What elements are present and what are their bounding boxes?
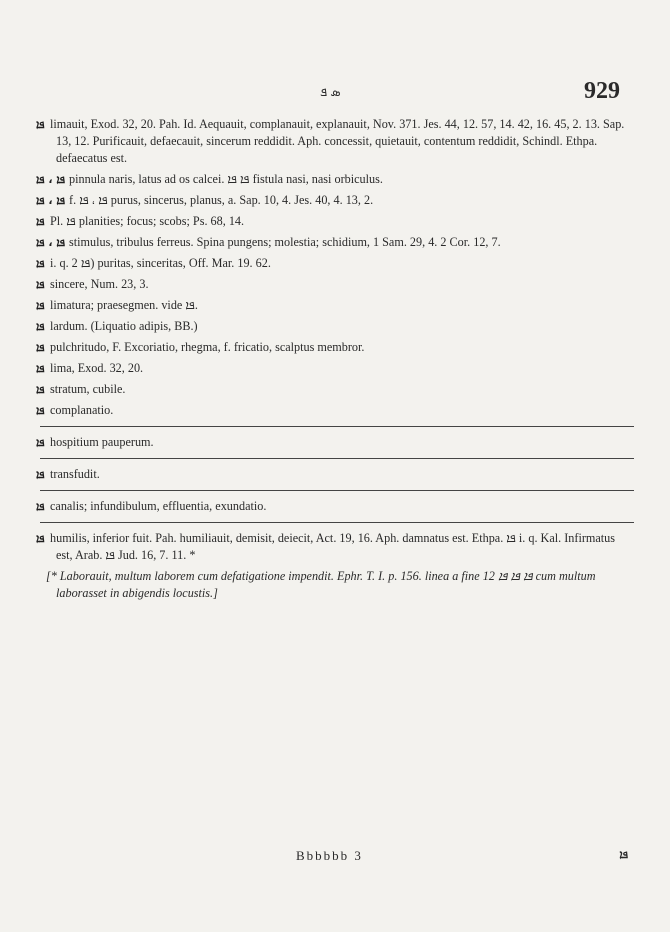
- entry: ܦܐ lima, Exod. 32, 20.: [36, 361, 144, 375]
- entry: ܦܐ complanatio.: [36, 403, 114, 417]
- entry-text: limatura; praesegmen. vide ܦܐ.: [50, 298, 198, 312]
- entry-text: pinnula naris, latus ad os calcei. ܦܐ ܦܐ fistula nasi, nasi orbiculus.: [69, 172, 383, 186]
- syriac-headword: ܦܐ ، ܦܐ: [36, 173, 66, 186]
- syriac-headword: ܦܐ ، ܦܐ: [36, 236, 66, 249]
- signature-mark: Bbbbbb 3: [296, 848, 363, 863]
- entry-text: stimulus, tribulus ferreus. Spina pungens; molestia; schidium, 1 Sam. 29, 4. 2 Cor. 12, 7.: [69, 235, 501, 249]
- entry-text: transfudit.: [50, 467, 100, 481]
- entry: [36, 234, 628, 251]
- page-number: 929: [584, 78, 620, 104]
- divider: [40, 426, 634, 427]
- entry: ܦܐ limatura; praesegmen. vide ܦܐ.: [36, 298, 198, 312]
- entry-text: stratum, cubile.: [50, 382, 126, 396]
- running-head: ܣ ܦ: [320, 84, 341, 99]
- divider: [40, 458, 634, 459]
- entry-text: lardum. (Liquatio adipis, BB.): [50, 319, 198, 333]
- entry-text: complanatio.: [50, 403, 114, 417]
- entry-text: canalis; infundibulum, effluentia, exundatio.: [50, 499, 267, 513]
- entry-text: humilis, inferior fuit. Pah. humiliauit, demisit, deiecit, Act. 19, 16. Aph. damnatus est. Ethpa. ܦܐ i. q. Kal. Infirmatus est, Arab. ܦܐ Jud. 16, 7. 11. *: [50, 531, 616, 562]
- entry-text: f. ܦܐ ، ܦܐ purus, sincerus, planus, a. Sap. 10, 4. Jes. 40, 4. 13, 2.: [69, 193, 374, 207]
- entry: ܦܐ transfudit.: [36, 467, 100, 481]
- divider: [40, 490, 634, 491]
- syriac-headword: ܦܐ ، ܦܐ: [36, 194, 66, 207]
- entry: ܦܐ lardum. (Liquatio adipis, BB.): [36, 319, 198, 333]
- entry: ܦܐ Pl. ܦܐ planities; focus; scobs; Ps. 68, 14.: [36, 214, 245, 228]
- entry: ܦܐ hospitium pauperum.: [36, 435, 154, 449]
- entry: [36, 171, 628, 188]
- entry: [36, 192, 628, 209]
- entries-block: [36, 116, 628, 606]
- entry: ܦܐ i. q. ܦܐ 2) puritas, sinceritas, Off. Mar. 19. 62.: [36, 256, 271, 270]
- page-footer: [46, 848, 628, 868]
- entry-text: i. q. ܦܐ 2) puritas, sinceritas, Off. Mar. 19. 62.: [50, 256, 271, 270]
- page-header: [0, 78, 670, 114]
- entry: ܦܐ sincere, Num. 23, 3.: [36, 277, 149, 291]
- entry-text: pulchritudo, F. Excoriatio, rhegma, f. fricatio, scalptus membror.: [50, 340, 365, 354]
- entry: ܦܐ canalis; infundibulum, effluentia, exundatio.: [36, 499, 267, 513]
- entry: ܦܐ stratum, cubile.: [36, 382, 126, 396]
- entry-text: lima, Exod. 32, 20.: [50, 361, 144, 375]
- entry: ܦܐ pulchritudo, F. Excoriatio, rhegma, f. fricatio, scalptus membror.: [36, 340, 365, 354]
- entry-text: Pl. ܦܐ planities; focus; scobs; Ps. 68, 14.: [50, 214, 245, 228]
- entry-text: limauit, Exod. 32, 20. Pah. Id. Aequauit, complanauit, explanauit, Nov. 371. Jes. 44, 12. 57, 14. 42, 16. 45, 2. 13. Sap. 13, 12. Purificauit, defaecauit, sincerum reddidit. Aph. concessit, quietauit, contentum reddidit, Schindl. Ethpa. defaecatus est.: [50, 117, 625, 165]
- entry: ܦܐ limauit, Exod. 32, 20. Pah. Id. Aequauit, complanauit, explanauit, Nov. 371. Jes. 44, 12. 57, 14. 42, 16. 45, 2. 13. Sap. 13, 12. Purificauit, defaecauit, sincerum reddidit. Aph. concessit, quietauit, contentum reddidit, Schindl. Ethpa. defaecatus est.: [36, 117, 625, 165]
- entry-note: [* Laborauit, multum laborem cum defatigatione impendit. Ephr. T. I. p. 156. linea a fine 12 ܦܐ ܦܐ ܦܐ cum multum laborasset in abigendis locustis.]: [46, 569, 596, 600]
- catchword: ܦܐ: [619, 848, 628, 861]
- entry-text: sincere, Num. 23, 3.: [50, 277, 149, 291]
- entry-text: hospitium pauperum.: [50, 435, 154, 449]
- divider: [40, 522, 634, 523]
- entry: ܦܐ humilis, inferior fuit. Pah. humiliauit, demisit, deiecit, Act. 19, 16. Aph. damnatus est. Ethpa. ܦܐ i. q. Kal. Infirmatus est, Arab. ܦܐ Jud. 16, 7. 11. *: [36, 531, 616, 562]
